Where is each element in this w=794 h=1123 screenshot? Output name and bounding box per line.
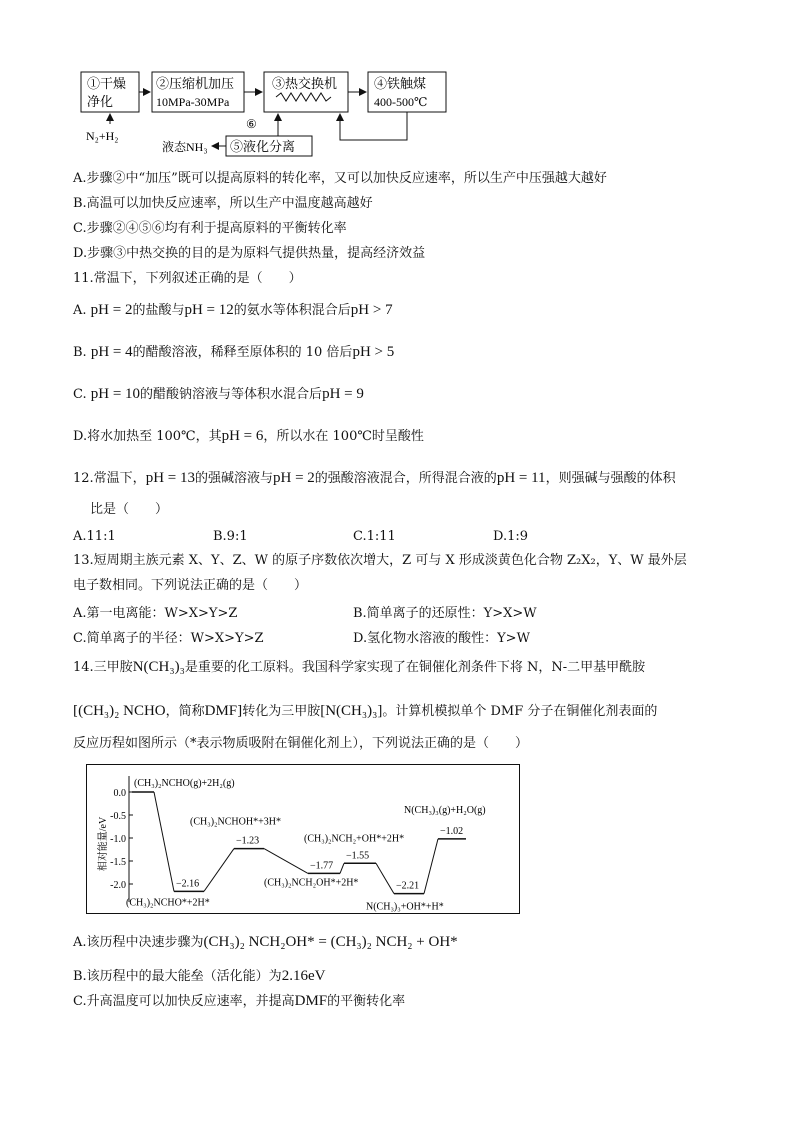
flow-box-compressor-line2: 10MPa-30MPa [156, 95, 230, 109]
heat-exchanger-coil-icon [276, 93, 331, 101]
chart-y-tick-label: -1.5 [110, 857, 126, 868]
q10-option-a: A.步骤②中“加压”既可以提高原料的转化率，又可以加快反应速率，所以生产中压强越大越好 [73, 171, 607, 186]
q11-option-a: A. pH = 2的盐酸与pH = 12的氨水等体积混合后pH > 7 [73, 302, 393, 318]
energy-level-species-label: (CH₃)₂NCHOH*+3H* [190, 816, 281, 828]
q11-option-b: B. pH = 4的醋酸溶液，稀释至原体积的 10 倍后pH > 5 [73, 344, 395, 360]
energy-level-value-label: −1.02 [440, 825, 464, 837]
q13-option-c: C.简单离子的半径：W>X>Y>Z [73, 631, 264, 646]
q11-option-d: D.将水加热至 100℃，其pH = 6，所以水在 100℃时呈酸性 [73, 428, 424, 444]
chart-y-tick-label: -0.5 [110, 811, 126, 822]
q11-stem: 11.常温下，下列叙述正确的是（ ） [73, 271, 302, 286]
q14-stem-line3: 反应历程如图所示（*表示物质吸附在铜催化剂上），下列说法正确的是（ ） [73, 736, 529, 751]
energy-level-species-label: N(CH₃)₃+OH*+H* [366, 901, 444, 913]
energy-level-value-label: −1.55 [346, 850, 370, 862]
q14-option-b: B.该历程中的最大能垒（活化能）为2.16eV [73, 968, 326, 984]
q13-stem-line1: 13.短周期主族元素 X、Y、Z、W 的原子序数依次增大，Z 可与 X 形成淡黄色化合物 Z₂X₂，Y、W 最外层 [73, 553, 687, 568]
energy-profile-chart [86, 764, 520, 914]
q13-option-d: D.氢化物水溶液的酸性：Y>W [353, 631, 530, 646]
energy-level-species-label: N(CH₃)₃(g)+H₂O(g) [404, 804, 486, 816]
q13-option-b: B.简单离子的还原性：Y>X>W [353, 606, 537, 621]
ammonia-process-flow-diagram [70, 62, 460, 162]
q14-stem-line1: 14.三甲胺N(CH₃)₃是重要的化工原料。我国科学家实现了在铜催化剂条件下将 N，N-二甲基甲酰胺 [73, 659, 646, 675]
energy-connector-line [424, 839, 438, 894]
flow-box-liquefaction-label: ⑤液化分离 [230, 139, 296, 154]
q12-option-b: B.9:1 [213, 529, 248, 544]
energy-level-species-label: (CH₃)₂NCHO*+2H* [126, 897, 210, 909]
q12-stem-line1: 12.常温下，pH = 13的强碱溶液与pH = 2的强酸溶液混合，所得混合液的pH = 11，则强碱与强酸的体积 [73, 470, 676, 486]
energy-level-value-label: −1.23 [236, 835, 260, 847]
flow-box-catalyst-line1: ④铁触煤 [374, 76, 427, 91]
flow-box-heat-exchanger-label: ③热交换机 [272, 76, 338, 91]
flow-box-compressor-line1: ②压缩机加压 [156, 76, 235, 91]
energy-connector-line [154, 792, 174, 891]
q12-option-a: A.11:1 [73, 529, 116, 544]
chart-y-tick-label: -2.0 [110, 880, 126, 891]
energy-connector-line [264, 849, 308, 874]
energy-level-value-label: −2.21 [396, 880, 420, 892]
q14-stem-line2: [(CH₃)₂ NCHO，简称DMF]转化为三甲胺[N(CH₃)₃]。计算机模拟单个 DMF 分子在铜催化剂表面的 [73, 703, 658, 719]
q12-option-c: C.1:11 [353, 529, 396, 544]
q11-option-c: C. pH = 10的醋酸钠溶液与等体积水混合后pH = 9 [73, 386, 364, 402]
energy-connector-line [376, 863, 394, 893]
flow-box-catalyst-line2: 400-500℃ [374, 95, 428, 109]
energy-level-value-label: −2.16 [176, 878, 200, 890]
flow-box-drying-line2: 净化 [87, 94, 114, 109]
chart-y-axis-label: 相对能量/eV [98, 816, 109, 872]
chart-y-tick-label: -1.0 [110, 834, 126, 845]
q10-option-c: C.步骤②④⑤⑥均有利于提高原料的平衡转化率 [73, 221, 347, 236]
q14-option-c: C.升高温度可以加快反应速率，并提高DMF的平衡转化率 [73, 993, 406, 1009]
q10-option-d: D.步骤③中热交换的目的是为原料气提供热量，提高经济效益 [73, 246, 426, 261]
flow-input-label: N₂+H₂ [86, 129, 119, 143]
q12-option-d: D.1:9 [493, 529, 529, 544]
q12-stem-line2: 比是（ ） [90, 502, 169, 517]
flow-step-6: ⑥ [246, 117, 257, 131]
q10-option-b: B.高温可以加快反应速率，所以生产中温度越高越好 [73, 196, 373, 211]
chart-y-tick-label: 0.0 [113, 788, 126, 799]
flow-output-label: 液态NH₃ [162, 140, 208, 154]
flow-box-drying-line1: ①干燥 [87, 76, 127, 91]
energy-connector-line [204, 849, 234, 892]
q13-stem-line2: 电子数相同。下列说法正确的是（ ） [73, 578, 308, 593]
energy-level-value-label: −1.77 [310, 860, 334, 872]
energy-level-species-label: (CH₃)₂NCHO(g)+2H₂(g) [134, 778, 235, 789]
energy-connector-line [340, 863, 344, 873]
energy-level-species-label: (CH₃)₂NCH₂OH*+2H* [264, 877, 359, 889]
q14-option-a: A.该历程中决速步骤为(CH₃)₂ NCH₂OH* = (CH₃)₂ NCH₂ + OH* [73, 934, 458, 950]
q13-option-a: A.第一电离能：W>X>Y>Z [73, 606, 238, 621]
energy-level-species-label: (CH₃)₂NCH₂+OH*+2H* [304, 833, 405, 845]
